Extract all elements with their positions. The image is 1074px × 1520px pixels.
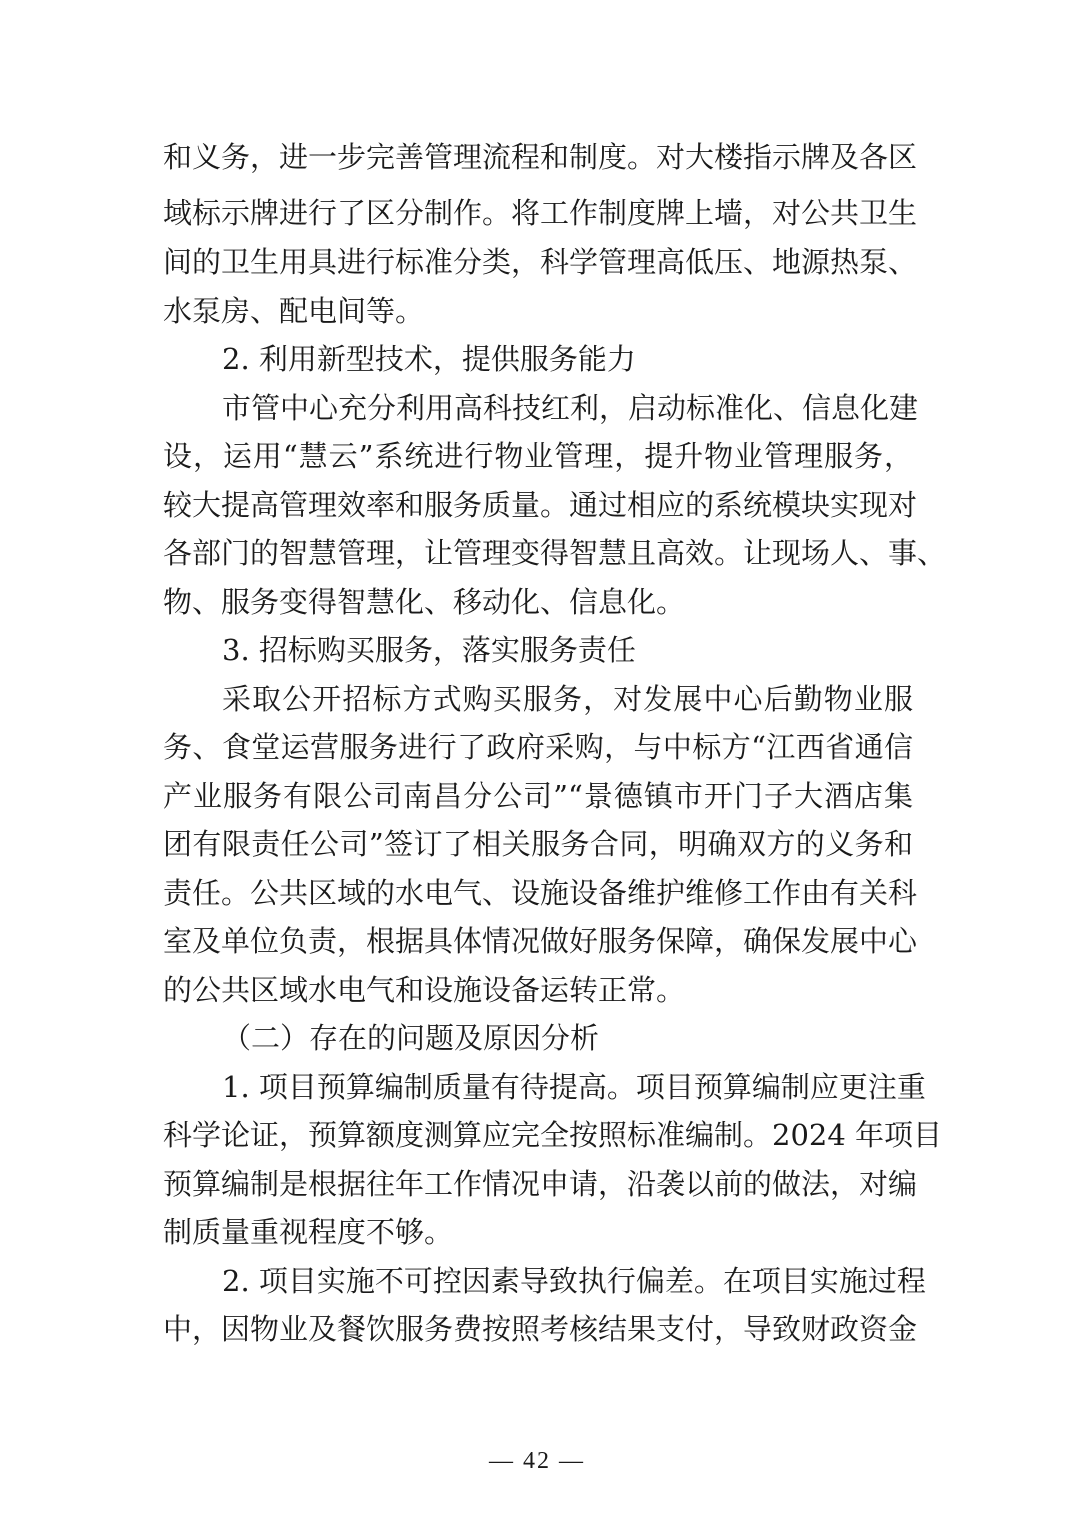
body-line: 设，运用“慧云”系统进行物业管理，提升物业管理服务，	[163, 439, 913, 473]
body-line: 1. 项目预算编制质量有待提高。项目预算编制应更注重	[222, 1070, 926, 1104]
body-line: 科学论证，预算额度测算应完全按照标准编制。2024 年项目	[163, 1118, 943, 1152]
body-line: 团有限责任公司”签订了相关服务合同，明确双方的义务和	[163, 827, 913, 861]
body-line: 责任。公共区域的水电气、设施设备维护维修工作由有关科	[163, 876, 918, 910]
body-line: 和义务，进一步完善管理流程和制度。对大楼指示牌及各区	[163, 140, 918, 174]
body-line: 市管中心充分利用高科技红利，启动标准化、信息化建	[222, 391, 919, 425]
subsection-heading: 2. 利用新型技术，提供服务能力	[222, 342, 636, 376]
section-heading: （二）存在的问题及原因分析	[222, 1021, 600, 1055]
body-line: 物、服务变得智慧化、移动化、信息化。	[163, 585, 686, 619]
subsection-heading: 3. 招标购买服务，落实服务责任	[222, 633, 636, 667]
body-line: 2. 项目实施不可控因素导致执行偏差。在项目实施过程	[222, 1264, 926, 1298]
body-line: 水泵房、配电间等。	[163, 294, 425, 328]
page-number: — 42 —	[489, 1448, 585, 1474]
body-line: 域标示牌进行了区分制作。将工作制度牌上墙，对公共卫生	[163, 196, 918, 230]
body-line: 制质量重视程度不够。	[163, 1215, 454, 1249]
body-line: 采取公开招标方式购买服务，对发展中心后勤物业服	[222, 682, 913, 716]
body-line: 务、食堂运营服务进行了政府采购，与中标方“江西省通信	[163, 730, 913, 764]
body-line: 中，因物业及餐饮服务费按照考核结果支付，导致财政资金	[163, 1312, 918, 1346]
body-line: 室及单位负责，根据具体情况做好服务保障，确保发展中心	[163, 924, 918, 958]
body-line: 预算编制是根据往年工作情况申请，沿袭以前的做法，对编	[163, 1167, 918, 1201]
body-line: 较大提高管理效率和服务质量。通过相应的系统模块实现对	[163, 488, 918, 522]
body-line: 各部门的智慧管理，让管理变得智慧且高效。让现场人、事、	[163, 536, 947, 570]
body-line: 间的卫生用具进行标准分类，科学管理高低压、地源热泵、	[163, 245, 918, 279]
body-line: 产业服务有限公司南昌分公司”“景德镇市开门子大酒店集	[163, 779, 913, 813]
body-line: 的公共区域水电气和设施设备运转正常。	[163, 973, 686, 1007]
